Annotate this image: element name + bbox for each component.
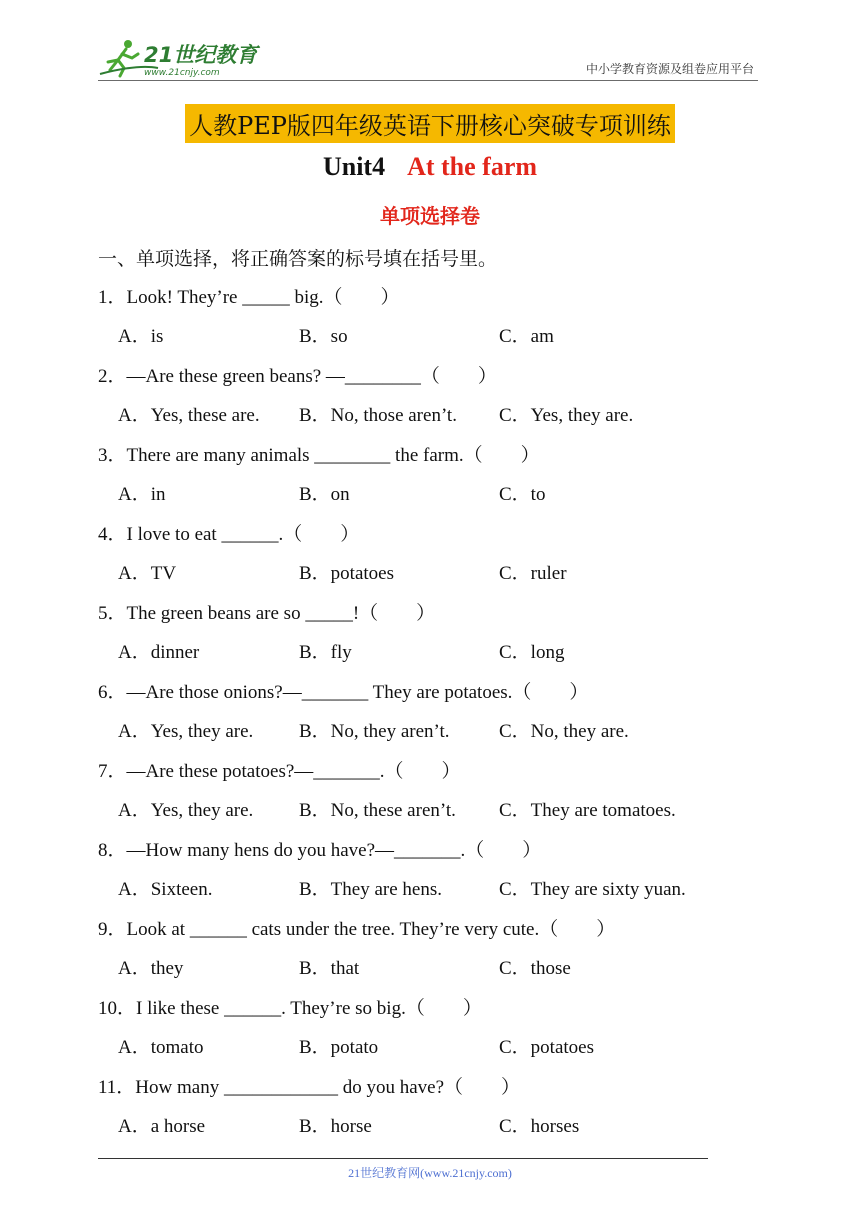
logo bbox=[98, 38, 268, 78]
page-header bbox=[98, 36, 758, 81]
unit-heading bbox=[0, 152, 860, 182]
section-heading: 一、单项选择，将正确答案的标号填在括号里。 bbox=[98, 248, 498, 270]
question-option: B．No, those aren’t. bbox=[299, 405, 457, 426]
logo-text: 21世纪教育 bbox=[144, 43, 258, 67]
question-option: B．They are hens. bbox=[299, 879, 442, 900]
question-option: B．No, these aren’t. bbox=[299, 800, 456, 821]
question-stem: 8．—How many hens do you have?—_______.（ ） bbox=[98, 840, 542, 861]
question-stem: 3．There are many animals ________ the farm.（ ） bbox=[98, 445, 540, 466]
question-stem: 9．Look at ______ cats under the tree. They’re very cute.（ ） bbox=[98, 919, 616, 940]
question-option: C．horses bbox=[499, 1116, 580, 1137]
question-option: B．fly bbox=[299, 642, 352, 663]
logo-url: www.21cnjy.com bbox=[144, 68, 220, 78]
question-option: B．that bbox=[299, 958, 360, 979]
question-stem: 11．How many ____________ do you have?（ ） bbox=[98, 1077, 520, 1098]
question-option: A．Yes, they are. bbox=[118, 721, 254, 742]
page-title: 人教PEP版四年级英语下册核心突破专项训练 bbox=[185, 104, 675, 143]
question-option: B．so bbox=[299, 326, 348, 347]
question-option: A．Sixteen. bbox=[118, 879, 213, 900]
question-option: C．Yes, they are. bbox=[499, 405, 634, 426]
question-option: C．long bbox=[499, 642, 565, 663]
question-option: B．on bbox=[299, 484, 350, 505]
question-stem: 10．I like these ______. They’re so big.（ ） bbox=[98, 998, 482, 1019]
question-option: C．ruler bbox=[499, 563, 567, 584]
unit-name: At the farm bbox=[407, 152, 538, 181]
question-option: A．they bbox=[118, 958, 184, 979]
question-option: B．No, they aren’t. bbox=[299, 721, 450, 742]
question-stem: 5．The green beans are so _____!（ ） bbox=[98, 603, 436, 624]
question-option: C．They are tomatoes. bbox=[499, 800, 676, 821]
question-option: A．Yes, they are. bbox=[118, 800, 254, 821]
question-option: C．potatoes bbox=[499, 1037, 594, 1058]
footer-divider bbox=[98, 1158, 708, 1159]
question-option: C．to bbox=[499, 484, 546, 505]
question-stem: 7．—Are these potatoes?—_______.（ ） bbox=[98, 761, 461, 782]
question-option: A．Yes, these are. bbox=[118, 405, 260, 426]
header-platform-text: 中小学教育资源及组卷应用平台 bbox=[585, 62, 754, 76]
question-option: C．They are sixty yuan. bbox=[499, 879, 686, 900]
question-option: C．No, they are. bbox=[499, 721, 629, 742]
question-option: A．tomato bbox=[118, 1037, 204, 1058]
question-stem: 2．—Are these green beans? —________（ ） bbox=[98, 366, 497, 387]
question-stem: 4．I love to eat ______.（ ） bbox=[98, 524, 360, 545]
paper-subtitle: 单项选择卷 bbox=[380, 204, 480, 228]
question-option: A．a horse bbox=[118, 1116, 206, 1137]
question-option: A．in bbox=[118, 484, 166, 505]
question-option: C．those bbox=[499, 958, 571, 979]
question-option: A．dinner bbox=[118, 642, 200, 663]
question-option: C．am bbox=[499, 326, 554, 347]
question-option: B．horse bbox=[299, 1116, 372, 1137]
question-option: A．TV bbox=[118, 563, 177, 584]
unit-number: Unit4 bbox=[322, 152, 386, 181]
question-stem: 6．—Are those onions?—_______ They are potatoes.（ ） bbox=[98, 682, 589, 703]
question-stem: 1．Look! They’re _____ big.（ ） bbox=[98, 287, 400, 308]
question-option: B．potato bbox=[299, 1037, 379, 1058]
title-wrap bbox=[0, 104, 860, 143]
page-footer: 21世纪教育网(www.21cnjy.com) bbox=[348, 1166, 512, 1180]
question-option: B．potatoes bbox=[299, 563, 394, 584]
question-option: A．is bbox=[118, 326, 164, 347]
